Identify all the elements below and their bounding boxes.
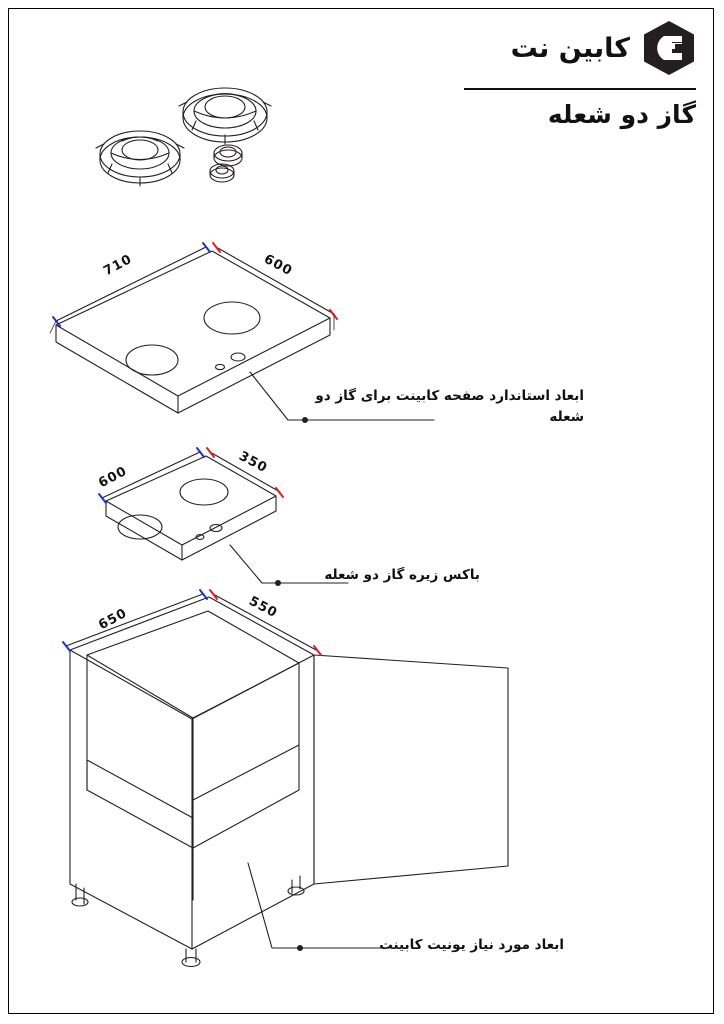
hexagon-c-logo-icon <box>642 20 696 76</box>
dim-gasbox-left: 600 <box>96 463 130 492</box>
page-border <box>8 8 714 1014</box>
brand-row <box>436 20 696 76</box>
brand-name: کابین نت <box>510 32 630 64</box>
callout-cabinet-label: ابعاد مورد نیاز یونیت کابینت <box>379 937 564 953</box>
page-title: گاز دو شعله <box>547 100 696 129</box>
brand-header <box>436 20 696 129</box>
dim-cabinet-left: 650 <box>96 605 130 634</box>
brand-divider <box>464 88 696 90</box>
dim-countertop-left: 710 <box>101 251 135 280</box>
dim-cabinet-right: 550 <box>246 593 280 622</box>
callout-gasbox-label: باکس زیره گاز دو شعله <box>324 567 480 583</box>
callout-countertop-label: ابعاد استاندارد صفحه کابینت برای گاز دو شعله <box>315 388 584 425</box>
dim-countertop-right: 600 <box>261 251 295 280</box>
dim-gasbox-right: 350 <box>236 448 270 477</box>
